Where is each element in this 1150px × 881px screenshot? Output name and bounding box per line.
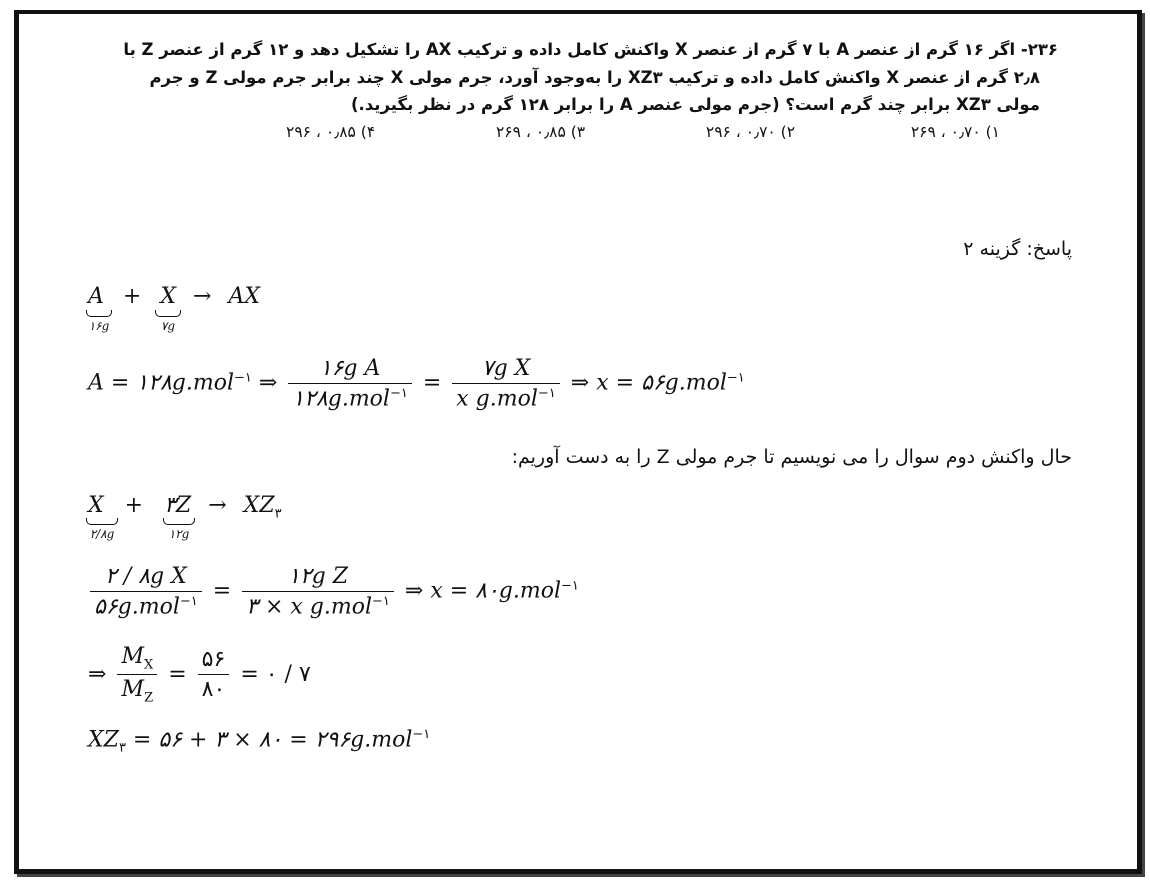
reaction-1 <box>88 284 260 309</box>
option-3: ۳) ۰٫۸۵ ، ۲۶۹ <box>495 123 586 141</box>
r1-arrow: → <box>193 284 212 309</box>
r1-brace-x <box>155 310 181 333</box>
option-2: ۲) ۰٫۷۰ ، ۲۹۶ <box>705 123 796 141</box>
e1-equals: = <box>422 370 442 396</box>
e3-fraction-1: $\frac{M_X}{M_Z}$ <box>117 644 157 706</box>
e2-fraction-1: $\frac{\text{۲ / ۸g X}}{۵۶g.mol^{-۱}}$ <box>90 564 202 619</box>
e1-left-exp: −۱ <box>233 370 252 386</box>
e1-f2-num: ۷g X <box>452 356 560 384</box>
equation-4: $XZ_۳$ = ۵۶ + ۳ × ۸۰ = ۲۹۶g.mol$^{-۱}$ <box>88 727 431 756</box>
e2-f2-num: ۱۲g Z <box>242 564 394 592</box>
e2-fraction-2: $\frac{\text{۱۲g Z}}{۳ \times x g.mol^{-۱}}$ <box>242 564 394 619</box>
e3-equals: = <box>168 661 187 687</box>
e2-f1-num: ۲ / ۸g X <box>90 564 202 592</box>
e1-fraction-1: $\frac{\text{۱۶g A}}{۱۲۸g.mol^{-۱}}$ <box>288 356 412 411</box>
e2-equals: = <box>212 578 232 604</box>
r2-brace-z <box>163 518 195 541</box>
r2-mass-z: ۱۲g <box>168 527 190 541</box>
reaction-2: X + ۳Z → $XZ_۳$ <box>88 493 282 522</box>
e1-f1-num: ۱۶g A <box>288 356 412 384</box>
e1-fraction-2: $\frac{\text{۷g X}}{x g.mol^{-۱}}$ <box>452 356 560 411</box>
r2-arrow: → <box>208 493 227 518</box>
e4-lhs: XZ <box>88 727 119 753</box>
r1-reactant-a: A <box>88 284 104 309</box>
r2-brace-x <box>86 518 118 541</box>
r2-product: XZ <box>243 493 275 518</box>
e3-implies: ⇒ <box>88 661 107 687</box>
equation-1: A = ۱۲۸g.mol$^{-۱}$ ⇒ $\frac{\text{۱۶g A}}{۱۲۸g.mol^{-۱}}$ = $\frac{\text{۷g X}}{x g.mol^{-۱}}$ ⇒ x = ۵۶g.mol$^{-۱}$ <box>88 356 745 412</box>
answer-sentence: حال واکنش دوم سوال را می نویسیم تا جرم مولی Z را به دست آوریم: <box>511 446 1072 468</box>
e1-implies: ⇒ <box>258 370 278 396</box>
r2-plus: + <box>124 493 144 518</box>
equation-3 <box>88 644 311 706</box>
r2-reactant-z: ۳Z <box>164 493 192 518</box>
question-line-1: ۲۳۶- اگر ۱۶ گرم از عنصر A با ۷ گرم از عنصر X واکنش کامل داده و ترکیب AX را تشکیل دهد و ۱۲ گرم از عنصر Z با <box>123 40 1058 59</box>
answer-heading: پاسخ: گزینه ۲ <box>963 238 1072 260</box>
r1-mass-x: ۷g <box>160 319 176 333</box>
e1-f1-den: ۱۲۸g.mol <box>292 386 390 412</box>
options-row <box>286 123 1000 141</box>
option-1: ۱) ۰٫۷۰ ، ۲۶۹ <box>910 123 1000 141</box>
r1-plus: + <box>122 284 142 309</box>
equation-2: $\frac{\text{۲ / ۸g X}}{۵۶g.mol^{-۱}}$ = $\frac{\text{۱۲g Z}}{۳ \times x g.mol^{-۱}}$ ⇒ x = ۸۰g.mol$^{-۱}$ <box>86 564 579 619</box>
e3-result: = ۰ / ۷ <box>240 661 311 687</box>
e4-rhs: = ۵۶ + ۳ × ۸۰ = ۲۹۶g.mol <box>125 727 413 753</box>
question-line-3: مولی XZ۳ برابر چند گرم است؟ (جرم مولی عنصر A را برابر ۱۲۸ گرم در نظر بگیرید.) <box>350 95 1040 114</box>
r1-brace-a <box>86 310 112 333</box>
r1-mass-a: ۱۶g <box>88 319 110 333</box>
r2-mass-x: ۲/۸g <box>89 527 115 541</box>
r2-reactant-x: X <box>88 493 104 518</box>
r1-product: AX <box>228 284 260 309</box>
e1-left: A = ۱۲۸g.mol <box>88 370 234 396</box>
e2-f1-den: ۵۶g.mol <box>94 594 180 620</box>
e2-f2-den: ۳ × x g.mol <box>246 594 373 620</box>
e3-fraction-2: $\frac{۵۶}{۸۰}$ <box>198 647 230 702</box>
r1-reactant-x: X <box>160 284 176 309</box>
e1-f2-den: x g.mol <box>456 386 538 412</box>
question-line-2: ۲٫۸ گرم از عنصر X واکنش کامل داده و ترکیب XZ۳ را به‌وجود آورد، جرم مولی X چند برابر جرم مولی Z و جرم <box>149 68 1040 87</box>
option-4: ۴) ۰٫۸۵ ، ۲۹۶ <box>286 123 376 141</box>
e2-result: ⇒ x = ۸۰g.mol <box>404 578 562 604</box>
e1-result: ⇒ x = ۵۶g.mol <box>570 370 727 396</box>
